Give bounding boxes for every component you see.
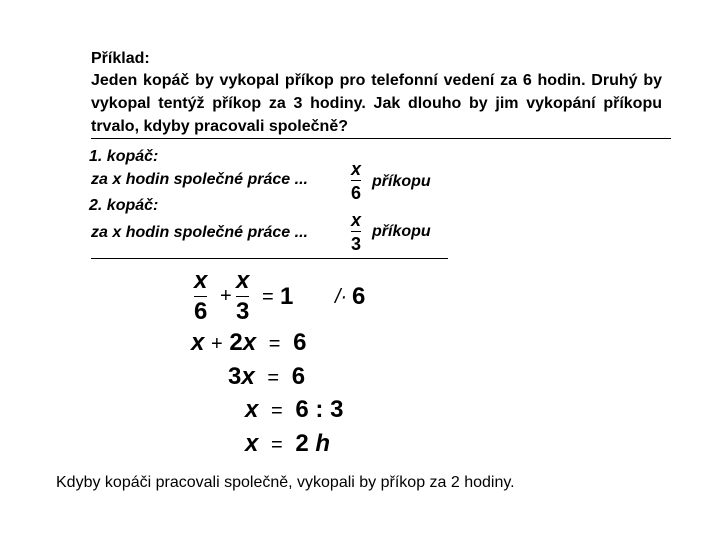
fraction-bar <box>236 296 249 297</box>
eq3-equals: = <box>267 367 280 389</box>
eq4 <box>245 398 343 422</box>
eq2-rhs: 6 <box>293 329 307 356</box>
eq1-plus: + <box>220 285 232 307</box>
eq1-rhs: 1 <box>280 283 294 310</box>
digger2-label: 2. kopáč: <box>89 197 159 214</box>
digger1-label: 1. kopáč: <box>89 148 159 165</box>
digger1-unit: příkopu <box>372 173 431 190</box>
eq1-frac1-num: x <box>194 267 208 294</box>
digger2-fraction <box>351 211 361 253</box>
eq4-rhs: 6 : 3 <box>295 396 344 423</box>
fraction-bar <box>194 296 207 297</box>
eq2 <box>191 331 307 355</box>
fraction-bar <box>351 180 361 181</box>
eq2-var2: x <box>242 329 257 356</box>
digger2-phrase: za x hodin společné práce ... <box>91 224 308 241</box>
eq3-var: x <box>241 363 255 390</box>
problem-statement: Jeden kopáč by vykopal příkop pro telefonní vedení za 6 hodin. Druhý by vykopal tentýž příkop za 3 hodiny. Jak dlouho by jim vykopání příkopu trvalo, kdyby pracovali společně? <box>91 72 662 135</box>
conclusion-text: Kdyby kopáči pracovali společně, vykopali by příkop za 2 hodiny. <box>56 474 515 491</box>
eq1-frac2-num: x <box>236 267 250 294</box>
eq1-fraction-1 <box>194 269 207 324</box>
eq5-equals: = <box>271 434 283 456</box>
digger2-unit: příkopu <box>372 223 431 240</box>
eq1-fraction-2 <box>236 269 249 324</box>
divider-middle <box>91 258 448 259</box>
eq2-coef: 2 <box>229 329 243 356</box>
digger1-numerator: x <box>351 159 362 179</box>
example-heading: Příklad: <box>91 50 150 67</box>
digger1-fraction <box>351 160 361 202</box>
eq1-operation: /· <box>335 286 348 308</box>
eq1-operation-value: 6 <box>352 283 366 310</box>
eq3-rhs: 6 <box>291 363 306 390</box>
eq1-frac2-den: 3 <box>236 298 250 325</box>
eq1-frac1-den: 6 <box>194 298 208 325</box>
eq4-var: x <box>245 396 259 423</box>
eq5-var: x <box>245 430 259 457</box>
eq3 <box>228 365 305 389</box>
eq2-plus: + <box>211 333 223 355</box>
eq5 <box>245 432 330 456</box>
digger1-phrase: za x hodin společné práce ... <box>91 171 308 188</box>
digger2-denominator: 3 <box>351 234 362 254</box>
eq3-coef: 3 <box>228 363 242 390</box>
digger1-denominator: 6 <box>351 183 362 203</box>
divider-top <box>91 138 671 139</box>
eq1-equals: = <box>262 286 274 308</box>
digger2-numerator: x <box>351 210 362 230</box>
fraction-bar <box>351 231 361 232</box>
eq2-var1: x <box>191 329 205 356</box>
eq2-equals: = <box>268 333 281 355</box>
eq5-unit: h <box>315 430 331 457</box>
eq5-rhs: 2 <box>295 430 309 457</box>
eq4-equals: = <box>271 400 283 422</box>
